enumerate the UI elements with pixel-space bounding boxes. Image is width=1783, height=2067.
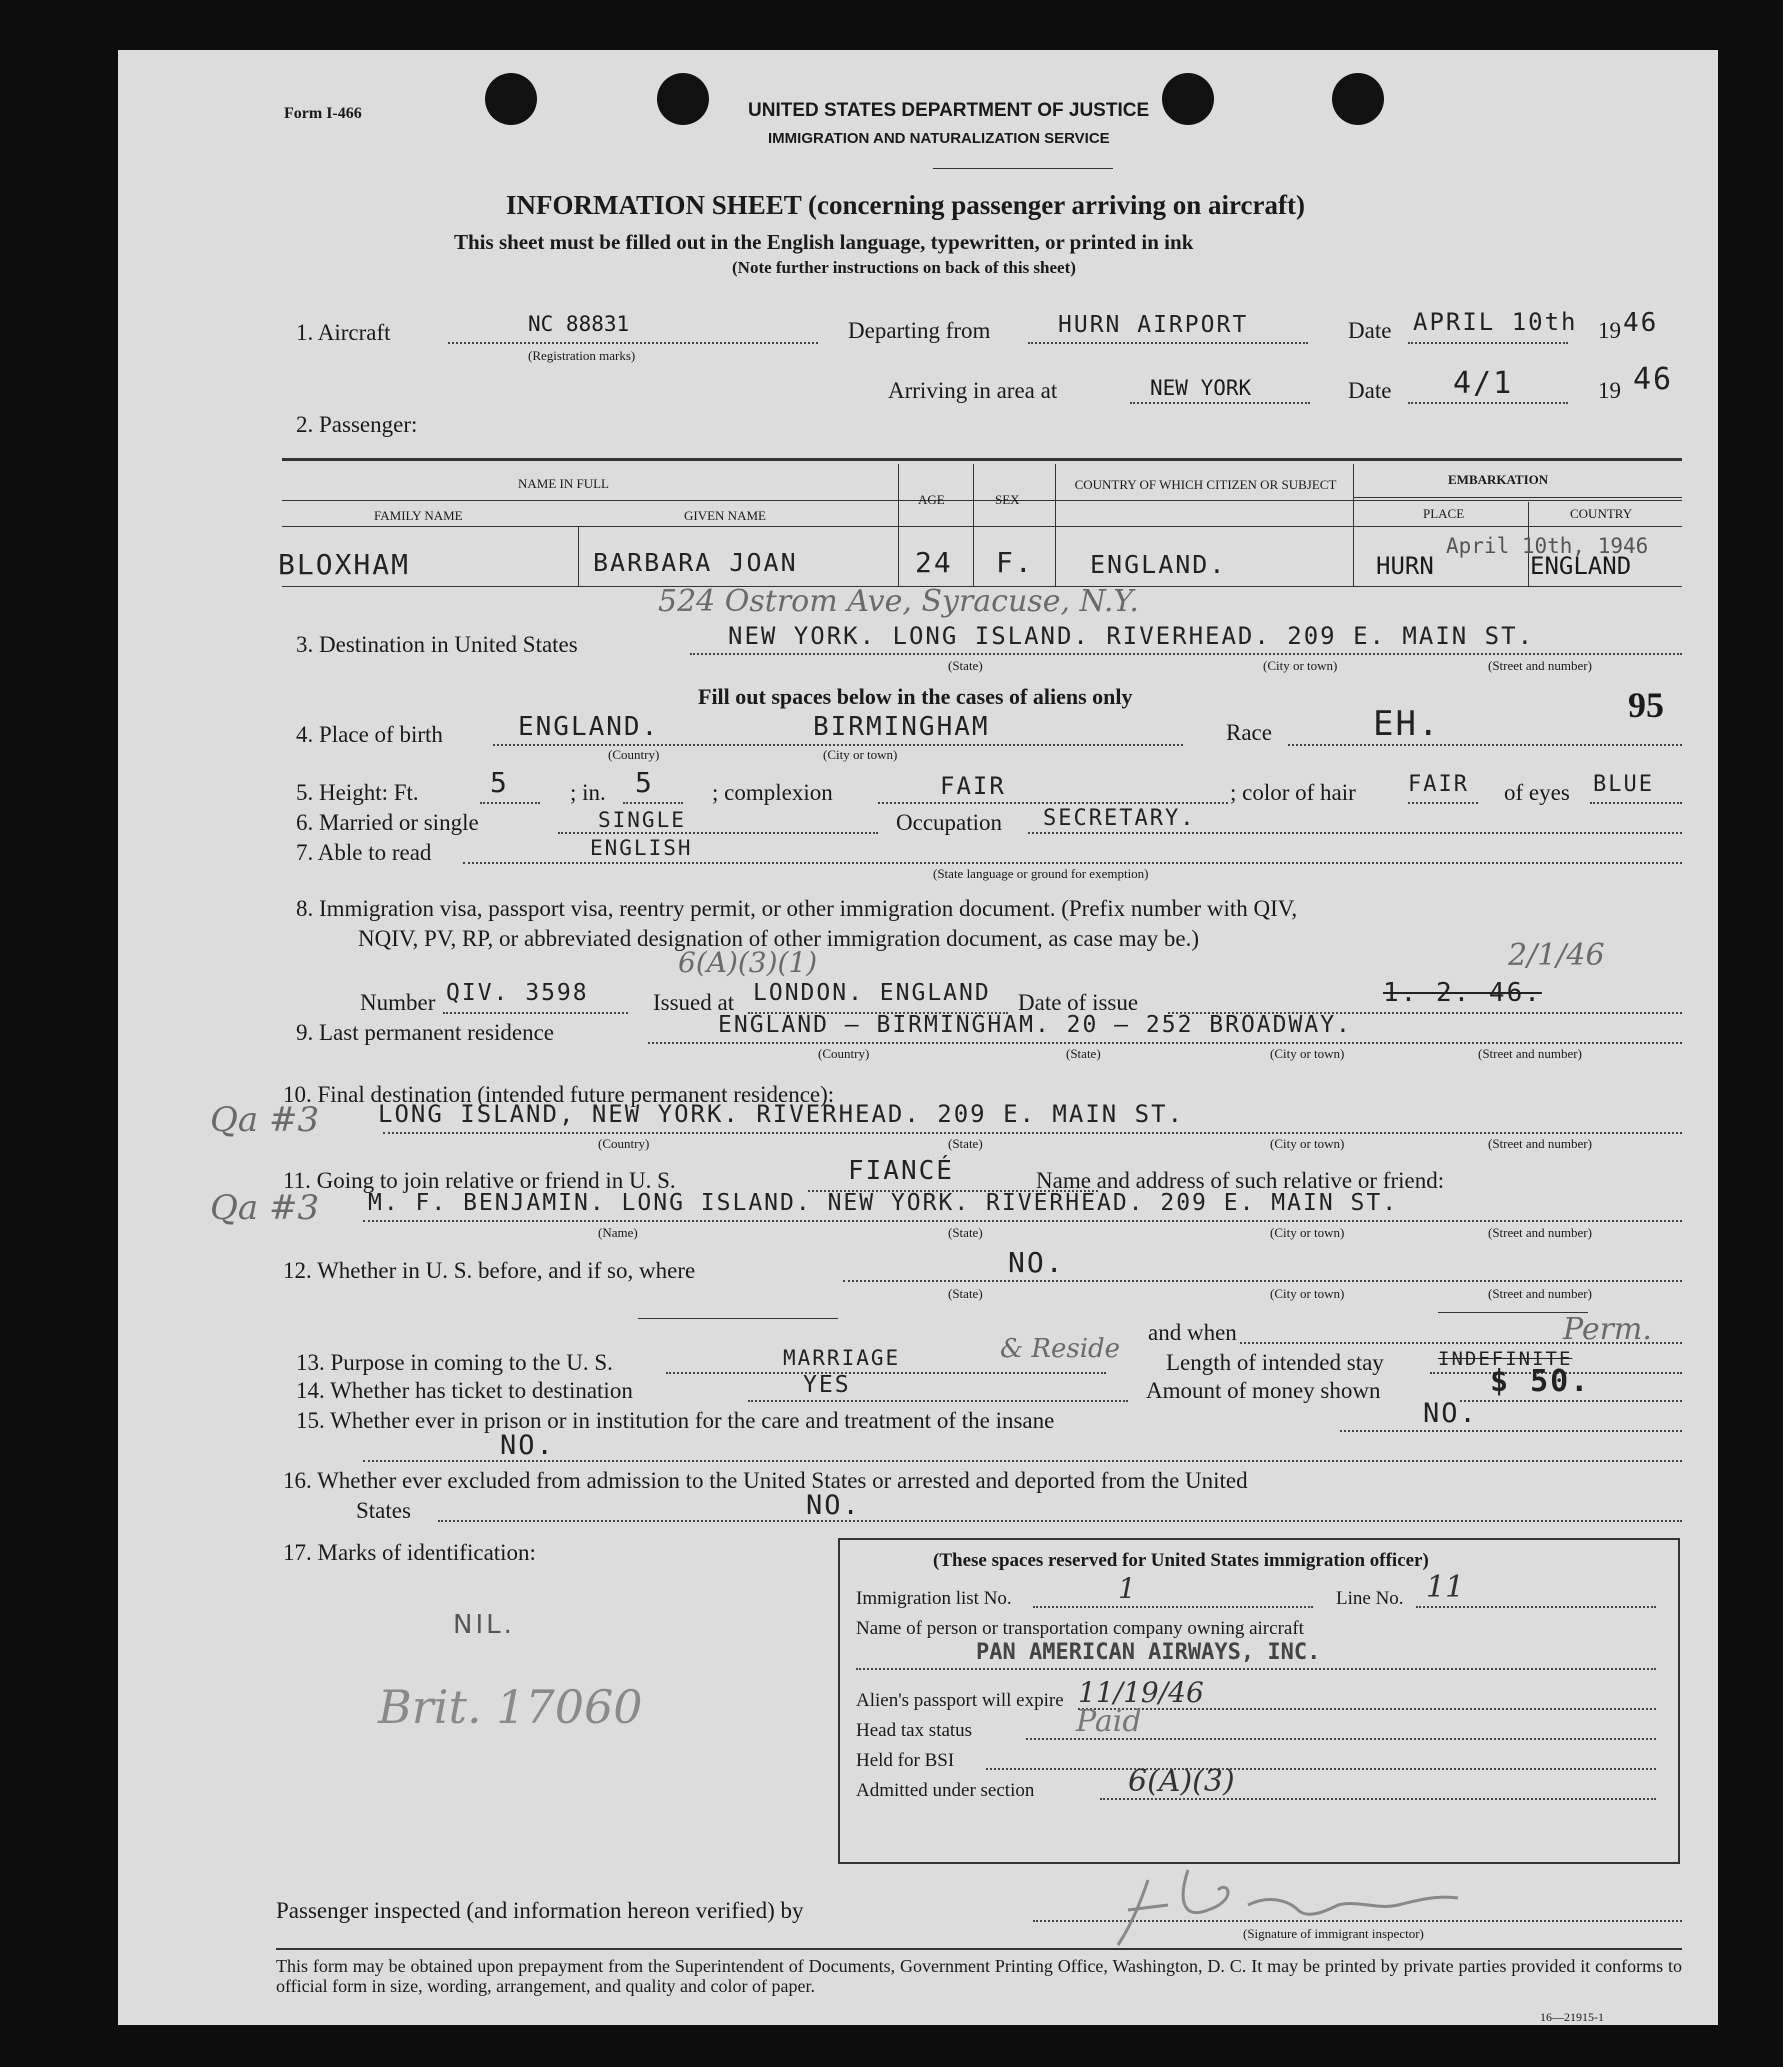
list-number-value: 1 — [1118, 1572, 1136, 1605]
table-header-rule — [282, 526, 1682, 527]
company-label: Name of person or transportation company owning aircraft — [856, 1618, 1304, 1639]
excluded-label-2: States — [356, 1498, 411, 1523]
state-caption: (State) — [948, 658, 983, 673]
aircraft-value: NC 88831 — [528, 312, 630, 336]
print-code: 16—21915-1 — [1540, 2010, 1604, 2024]
family-name-value: BLOXHAM — [278, 548, 411, 581]
field-line — [363, 1460, 1682, 1462]
table-divider — [1055, 464, 1056, 586]
field-line — [443, 1012, 628, 1014]
issue-date-label: Date of issue — [1018, 990, 1139, 1015]
length-of-stay-label: Length of intended stay — [1166, 1350, 1384, 1375]
departure-year-value: 46 — [1623, 308, 1659, 338]
field-line — [648, 1042, 1682, 1044]
visa-number-label: Number — [360, 990, 436, 1015]
height-inches-value: 5 — [635, 766, 654, 799]
field-line — [623, 802, 683, 804]
admitted-section-label: Admitted under section — [856, 1780, 1035, 1801]
final-destination-value: LONG ISLAND, NEW YORK. RIVERHEAD. 209 E. MAIN ST. — [378, 1100, 1185, 1128]
field-line — [1408, 802, 1478, 804]
sex-header: SEX — [995, 492, 1020, 507]
prison-value-1: NO. — [1423, 1398, 1478, 1429]
city-caption: (City or town) — [1270, 1225, 1345, 1240]
excluded-label: 16. Whether ever excluded from admission to the United States or arrested and deported from the United — [283, 1468, 1248, 1493]
eye-color-label: of eyes — [1504, 780, 1570, 805]
race-label: Race — [1226, 720, 1272, 745]
relation-value: FIANCÉ — [848, 1156, 954, 1186]
field-line — [1288, 744, 1682, 746]
embarkation-country-value: ENGLAND — [1530, 552, 1632, 580]
length-of-stay-value: INDEFINITE — [1438, 1348, 1573, 1370]
street-caption: (Street and number) — [1488, 1225, 1592, 1240]
city-caption: (City or town) — [823, 747, 898, 762]
arrival-date-value: 4/1 — [1453, 366, 1514, 401]
age-header: AGE — [918, 492, 945, 507]
street-caption: (Street and number) — [1488, 1136, 1592, 1151]
given-name-header: GIVEN NAME — [684, 508, 766, 523]
previous-us-visit-value: NO. — [1008, 1246, 1065, 1279]
join-relative-label: 11. Going to join relative or friend in U. S. — [283, 1168, 676, 1193]
street-caption: (Street and number) — [1478, 1046, 1582, 1061]
footer-rule — [276, 1948, 1682, 1950]
punch-hole — [485, 73, 537, 125]
final-destination-pen-note: Qa #3 — [210, 1100, 320, 1140]
field-line — [843, 1280, 1682, 1282]
last-residence-label: 9. Last permanent residence — [296, 1020, 554, 1045]
country-caption: (Country) — [818, 1046, 870, 1061]
citizen-country-header: COUNTRY OF WHICH CITIZEN OR SUBJECT — [1074, 477, 1337, 492]
arriving-label: Arriving in area at — [888, 378, 1058, 403]
table-header-rule — [282, 500, 1682, 501]
head-tax-label: Head tax status — [856, 1720, 973, 1741]
field-line — [856, 1668, 1656, 1670]
embarkation-date-value: April 10th, 1946 — [1446, 534, 1649, 558]
passenger-label: 2. Passenger: — [296, 412, 418, 437]
arrival-year-value: 46 — [1633, 362, 1674, 397]
line-number-value: 11 — [1426, 1570, 1465, 1605]
occupation-label: Occupation — [896, 810, 1003, 835]
marital-status-value: SINGLE — [598, 808, 686, 832]
city-caption: (City or town) — [1270, 1046, 1345, 1061]
field-line — [1460, 1400, 1682, 1402]
table-divider — [898, 464, 899, 586]
race-value: EH. — [1373, 704, 1441, 744]
city-caption: (City or town) — [1270, 1286, 1345, 1301]
language-caption: (State language or ground for exemption) — [933, 866, 1149, 881]
occupation-value: SECRETARY. — [1043, 806, 1196, 831]
page-title: INFORMATION SHEET (concerning passenger arriving on aircraft) — [506, 190, 1305, 220]
field-line — [1416, 1606, 1656, 1608]
street-caption: (Street and number) — [1488, 658, 1592, 673]
visa-class-pen-note: 6(A)(3)(1) — [678, 946, 818, 979]
list-number-label: Immigration list No. — [856, 1588, 1012, 1609]
relative-pen-note: Qa #3 — [210, 1188, 320, 1228]
height-label: 5. Height: Ft. — [296, 780, 419, 805]
field-line — [878, 802, 1228, 804]
form-note: (Note further instructions on back of this sheet) — [732, 258, 1076, 277]
relative-value: M. F. BENJAMIN. LONG ISLAND. NEW YORK. RIVERHEAD. 209 E. MAIN ST. — [368, 1190, 1399, 1216]
departing-label: Departing from — [848, 318, 991, 343]
able-to-read-value: ENGLISH — [590, 836, 693, 860]
last-residence-value: ENGLAND — BIRMINGHAM. 20 — 252 BROADWAY. — [718, 1012, 1352, 1038]
departure-date-label: Date — [1348, 318, 1392, 343]
eye-color-value: BLUE — [1593, 772, 1654, 797]
birthplace-label: 4. Place of birth — [296, 722, 443, 747]
field-line — [1028, 832, 1682, 834]
issue-date-pen-note: 2/1/46 — [1508, 938, 1605, 973]
company-value: PAN AMERICAN AIRWAYS, INC. — [976, 1640, 1321, 1665]
inspection-label: Passenger inspected (and information hereon verified) by — [276, 1898, 804, 1923]
state-caption: (State) — [948, 1136, 983, 1151]
field-line — [493, 744, 1183, 746]
table-divider — [973, 464, 974, 586]
pen-stroke — [638, 1318, 838, 1319]
field-line — [1130, 402, 1310, 404]
aircraft-label: 1. Aircraft — [296, 320, 391, 345]
arrival-year-prefix: 19 — [1598, 378, 1621, 403]
embarkation-place-value: HURN — [1376, 552, 1434, 580]
citizen-country-value: ENGLAND. — [1090, 550, 1227, 579]
destination-value: NEW YORK. LONG ISLAND. RIVERHEAD. 209 E. MAIN ST. — [728, 622, 1535, 650]
field-line — [463, 862, 1682, 864]
embarkation-place-header: PLACE — [1423, 506, 1465, 521]
table-top-rule — [282, 458, 1682, 461]
arrival-date-label: Date — [1348, 378, 1392, 403]
length-of-stay-pen-note: Perm. — [1563, 1312, 1652, 1347]
marks-pen-note: Brit. 17060 — [378, 1680, 643, 1734]
field-line — [558, 832, 878, 834]
given-name-value: BARBARA JOAN — [593, 548, 798, 577]
officer-box-header: (These spaces reserved for United States immigration officer) — [933, 1550, 1429, 1571]
previous-us-visit-label: 12. Whether in U. S. before, and if so, where — [283, 1258, 696, 1283]
punch-hole — [1332, 73, 1384, 125]
held-for-bsi-label: Held for BSI — [856, 1750, 955, 1771]
ticket-label: 14. Whether has ticket to destination — [296, 1378, 633, 1403]
able-to-read-label: 7. Able to read — [296, 840, 432, 865]
money-value: $ 50. — [1490, 1364, 1591, 1399]
birth-city-value: BIRMINGHAM — [813, 712, 990, 742]
complexion-value: FAIR — [940, 772, 1006, 800]
relative-name-address-label: Name and address of such relative or friend: — [1036, 1168, 1445, 1193]
departing-value: HURN AIRPORT — [1058, 312, 1249, 338]
birth-country-value: ENGLAND. — [518, 712, 660, 742]
form-sheet — [118, 50, 1718, 2025]
field-line — [748, 1400, 1128, 1402]
service-name: IMMIGRATION AND NATURALIZATION SERVICE — [768, 130, 1110, 147]
city-caption: (City or town) — [1270, 1136, 1345, 1151]
field-line — [986, 1768, 1656, 1770]
admitted-section-value: 6(A)(3) — [1128, 1764, 1235, 1799]
name-caption: (Name) — [598, 1225, 638, 1240]
immigration-doc-label-2: NQIV, PV, RP, or abbreviated designation of other immigration document, as case may be.) — [358, 926, 1200, 951]
and-when-label: and when — [1148, 1320, 1237, 1345]
footer-text: This form may be obtained upon prepayment from the Superintendent of Documents, Government Printing Office, Washington, D. C. It may be printed by private parties provided it conforms to official form in size, wording, arrangement, and quality and color of paper. — [276, 1956, 1682, 1996]
inches-label: ; in. — [570, 780, 606, 805]
field-line — [363, 1220, 1682, 1222]
purpose-label: 13. Purpose in coming to the U. S. — [296, 1350, 613, 1375]
issued-at-label: Issued at — [653, 990, 735, 1015]
field-line — [448, 342, 818, 344]
ticket-value: YES — [803, 1372, 851, 1398]
form-number: Form I-466 — [284, 105, 362, 122]
aliens-only-header: Fill out spaces below in the cases of aliens only — [698, 684, 1133, 709]
name-in-full-header: NAME IN FULL — [518, 476, 609, 491]
destination-pen-note: 524 Ostrom Ave, Syracuse, N.Y. — [658, 584, 1139, 619]
field-line — [1590, 802, 1682, 804]
country-caption: (Country) — [608, 747, 660, 762]
field-line — [1408, 342, 1568, 344]
hair-color-value: FAIR — [1408, 772, 1469, 797]
departure-date-value: APRIL 10th — [1413, 308, 1578, 336]
state-caption: (State) — [1066, 1046, 1101, 1061]
height-feet-value: 5 — [490, 766, 509, 799]
embarkation-country-header: COUNTRY — [1570, 506, 1633, 521]
state-caption: (State) — [948, 1286, 983, 1301]
visa-number-value: QIV. 3598 — [446, 980, 589, 1006]
passport-expiry-value: 11/19/46 — [1078, 1676, 1204, 1709]
country-caption: (Country) — [598, 1136, 650, 1151]
purpose-value: MARRIAGE — [783, 1346, 901, 1370]
punch-hole — [1162, 73, 1214, 125]
issue-date-value: 1. 2. 46. — [1383, 978, 1542, 1008]
form-subtitle: This sheet must be filled out in the English language, typewritten, or printed in ink — [454, 230, 1194, 254]
punch-hole — [657, 73, 709, 125]
prison-label: 15. Whether ever in prison or in institution for the care and treatment of the insane — [296, 1408, 1055, 1433]
marks-label: 17. Marks of identification: — [283, 1540, 536, 1565]
marks-value: NIL. — [453, 1610, 515, 1640]
line-number-label: Line No. — [1336, 1588, 1404, 1609]
final-destination-label: 10. Final destination (intended future permanent residence): — [283, 1082, 835, 1107]
registration-caption: (Registration marks) — [528, 348, 636, 363]
age-value: 24 — [915, 546, 953, 579]
city-caption: (City or town) — [1263, 658, 1338, 673]
field-line — [1028, 342, 1308, 344]
sex-value: F. — [996, 546, 1034, 579]
issued-at-value: LONDON. ENGLAND — [753, 980, 991, 1006]
immigration-doc-label: 8. Immigration visa, passport visa, reentry permit, or other immigration document. (Prefix number with QIV, — [296, 896, 1298, 921]
inspector-signature-caption: (Signature of immigrant inspector) — [1243, 1926, 1424, 1941]
divider — [933, 168, 1113, 169]
state-caption: (State) — [948, 1225, 983, 1240]
family-name-header: FAMILY NAME — [374, 508, 463, 523]
embarkation-header: EMBARKATION — [1448, 472, 1549, 487]
field-line — [383, 1132, 1682, 1134]
street-caption: (Street and number) — [1488, 1286, 1592, 1301]
table-divider — [1353, 464, 1354, 586]
department-name: UNITED STATES DEPARTMENT OF JUSTICE — [748, 100, 1150, 121]
excluded-value: NO. — [806, 1490, 861, 1521]
marital-status-label: 6. Married or single — [296, 810, 479, 835]
departure-year-prefix: 19 — [1598, 318, 1621, 343]
field-line — [1033, 1606, 1313, 1608]
field-line — [666, 1372, 1106, 1374]
field-line — [438, 1520, 1682, 1522]
page-number: 95 — [1628, 685, 1664, 725]
table-header-rule — [1353, 497, 1682, 498]
field-line — [1340, 1430, 1682, 1432]
complexion-label: ; complexion — [712, 780, 833, 805]
table-divider — [578, 526, 579, 586]
field-line — [690, 653, 1682, 655]
passport-expiry-label: Alien's passport will expire — [856, 1690, 1064, 1711]
arriving-value: NEW YORK — [1150, 376, 1252, 400]
field-line — [1408, 402, 1568, 404]
inspector-signature — [1098, 1850, 1468, 1960]
destination-label: 3. Destination in United States — [296, 632, 578, 657]
prison-value-2: NO. — [500, 1430, 555, 1461]
money-label: Amount of money shown — [1146, 1378, 1381, 1403]
hair-color-label: ; color of hair — [1230, 780, 1356, 805]
field-line — [480, 802, 540, 804]
purpose-pen-note: & Reside — [1000, 1334, 1121, 1364]
head-tax-value: Paid — [1076, 1704, 1142, 1739]
